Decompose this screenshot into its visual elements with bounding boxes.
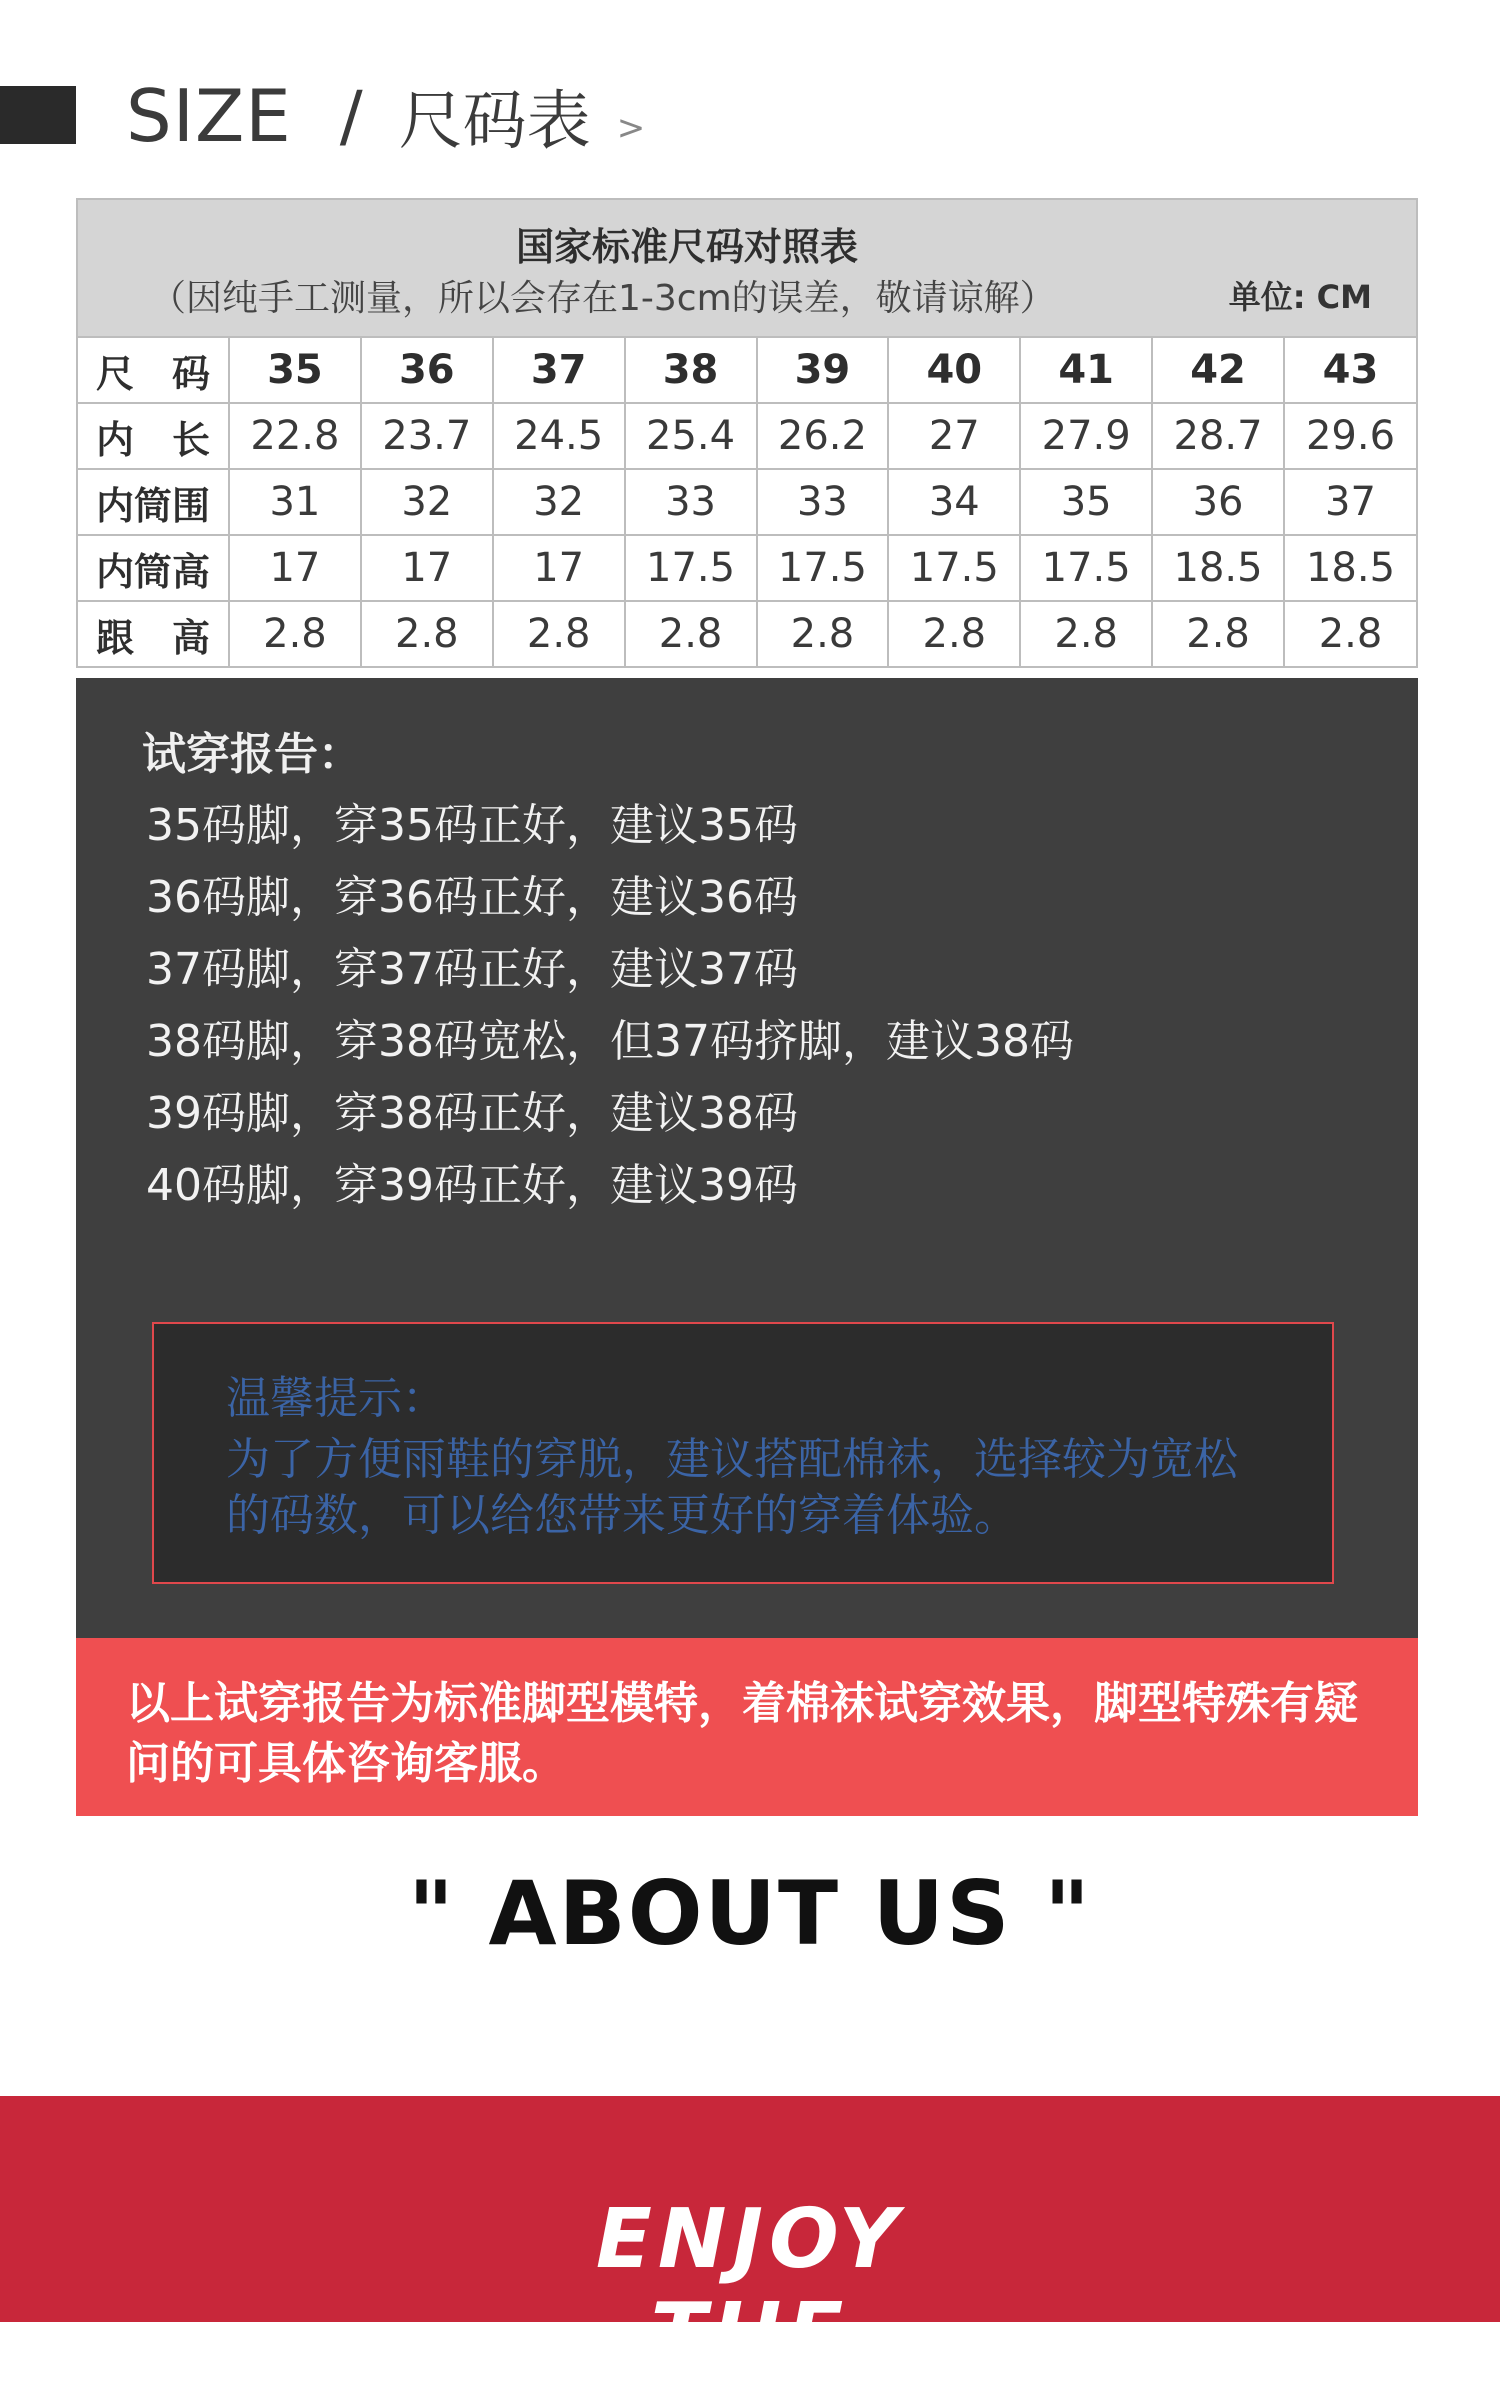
table-cell: 2.8 — [229, 601, 361, 666]
table-cell: 41 — [1020, 338, 1152, 403]
table-cell: 17 — [361, 535, 493, 601]
table-cell: 18.5 — [1152, 535, 1284, 601]
table-cell: 32 — [493, 469, 625, 535]
table-cell: 38 — [625, 338, 757, 403]
table-cell: 2.8 — [493, 601, 625, 666]
table-cell: 43 — [1284, 338, 1416, 403]
table-cell: 33 — [625, 469, 757, 535]
table-cell: 22.8 — [229, 403, 361, 469]
table-cell: 39 — [757, 338, 889, 403]
table-cell: 27 — [888, 403, 1020, 469]
tip-box — [152, 1322, 1334, 1584]
table-cell: 42 — [1152, 338, 1284, 403]
table-cell: 2.8 — [1020, 601, 1152, 666]
model-note — [76, 1638, 1418, 1816]
size-table — [78, 338, 1416, 666]
table-cell: 17.5 — [757, 535, 889, 601]
size-chart — [76, 198, 1418, 668]
banner-line-1: ENJOY — [595, 2192, 905, 2287]
try-on-report — [76, 678, 1418, 1638]
table-cell: 27.9 — [1020, 403, 1152, 469]
table-cell: 40 — [888, 338, 1020, 403]
table-cell: 17.5 — [888, 535, 1020, 601]
header-accent-bar — [0, 86, 76, 144]
table-cell: 29.6 — [1284, 403, 1416, 469]
table-cell: 2.8 — [1152, 601, 1284, 666]
table-cell: 2.8 — [888, 601, 1020, 666]
table-row — [78, 338, 1416, 403]
table-row — [78, 469, 1416, 535]
table-cell: 25.4 — [625, 403, 757, 469]
list-item: 40码脚，穿39码正好，建议39码 — [146, 1160, 798, 1211]
banner-line-2: THE — [650, 2286, 850, 2381]
model-note-text: 以上试穿报告为标准脚型模特，着棉袜试穿效果，脚型特殊有疑问的可具体咨询客服。 — [126, 1678, 1358, 1789]
section-title-slash: / — [339, 76, 363, 156]
table-cell: 2.8 — [361, 601, 493, 666]
list-item: 39码脚，穿38码正好，建议38码 — [146, 1088, 798, 1139]
table-cell: 26.2 — [757, 403, 889, 469]
table-cell: 33 — [757, 469, 889, 535]
table-cell: 17 — [493, 535, 625, 601]
table-cell: 34 — [888, 469, 1020, 535]
size-chart-header — [78, 200, 1416, 338]
table-cell: 2.8 — [757, 601, 889, 666]
table-cell: 31 — [229, 469, 361, 535]
section-title-cn: 尺码表 — [398, 85, 591, 159]
table-cell: 17 — [229, 535, 361, 601]
section-title-en: SIZE — [126, 74, 292, 158]
table-cell: 36 — [361, 338, 493, 403]
table-cell: 35 — [1020, 469, 1152, 535]
table-cell: 2.8 — [1284, 601, 1416, 666]
row-label: 内筒围 — [78, 469, 229, 535]
row-label: 跟 高 — [78, 601, 229, 666]
table-row — [78, 601, 1416, 666]
table-row — [78, 403, 1416, 469]
chevron-right-icon: > — [616, 108, 646, 148]
row-label: 内 长 — [78, 403, 229, 469]
table-cell: 37 — [1284, 469, 1416, 535]
table-cell: 37 — [493, 338, 625, 403]
list-item: 35码脚，穿35码正好，建议35码 — [146, 800, 798, 851]
table-cell: 35 — [229, 338, 361, 403]
table-cell: 28.7 — [1152, 403, 1284, 469]
section-title — [126, 66, 645, 166]
list-item: 37码脚，穿37码正好，建议37码 — [146, 944, 798, 995]
table-cell: 24.5 — [493, 403, 625, 469]
enjoy-banner — [0, 2096, 1500, 2381]
table-cell: 32 — [361, 469, 493, 535]
size-chart-note: （因纯手工测量，所以会存在1-3cm的误差，敬请谅解） — [150, 278, 1056, 319]
tip-title: 温馨提示： — [226, 1373, 446, 1424]
row-label: 尺 码 — [78, 338, 229, 403]
list-item: 38码脚，穿38码宽松，但37码挤脚，建议38码 — [146, 1016, 1074, 1067]
report-list — [146, 790, 1074, 1222]
list-item: 36码脚，穿36码正好，建议36码 — [146, 872, 798, 923]
size-chart-unit: 单位: CM — [1228, 278, 1372, 316]
about-us-heading: " ABOUT US " — [408, 1862, 1092, 1965]
table-cell: 36 — [1152, 469, 1284, 535]
size-chart-title: 国家标准尺码对照表 — [515, 225, 858, 269]
table-cell: 2.8 — [625, 601, 757, 666]
report-title: 试穿报告： — [142, 729, 362, 780]
table-cell: 18.5 — [1284, 535, 1416, 601]
tip-text: 为了方便雨鞋的穿脱，建议搭配棉袜，选择较为宽松的码数，可以给您带来更好的穿着体验。 — [226, 1434, 1238, 1541]
table-row — [78, 535, 1416, 601]
table-cell: 17.5 — [625, 535, 757, 601]
table-cell: 17.5 — [1020, 535, 1152, 601]
row-label: 内筒高 — [78, 535, 229, 601]
table-cell: 23.7 — [361, 403, 493, 469]
